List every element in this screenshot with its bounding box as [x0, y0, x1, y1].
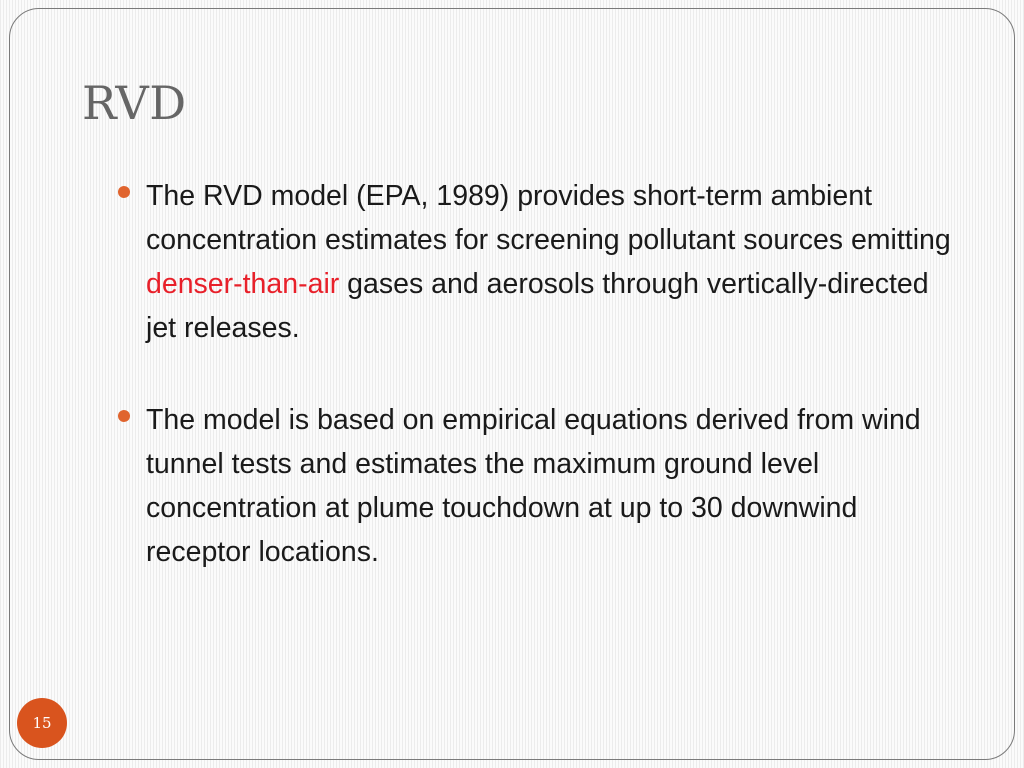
bullet-text: The model is based on empirical equations derived from wind tunnel tests and estimates the maximum ground level concentration at plume touchdown at up to 30 downwind receptor locations.	[146, 404, 921, 568]
bullet-text-part: The RVD model (EPA, 1989) provides short-term ambient concentration estimates for screening pollutant sources emitting	[146, 180, 951, 256]
bullet-item-rvd-model	[118, 174, 958, 350]
bullet-item-empirical-equations	[118, 398, 958, 574]
bullet-text-part: gases and aerosols through vertically-directed jet releases.	[146, 268, 929, 344]
page-number-badge	[17, 698, 67, 748]
page-number-label: 15	[32, 714, 52, 732]
bullet-dot-icon	[118, 186, 130, 198]
highlight-text: denser-than-air	[146, 268, 340, 300]
bullet-dot-icon	[118, 410, 130, 422]
bullet-list	[118, 174, 958, 622]
slide-title: RVD	[82, 76, 187, 130]
